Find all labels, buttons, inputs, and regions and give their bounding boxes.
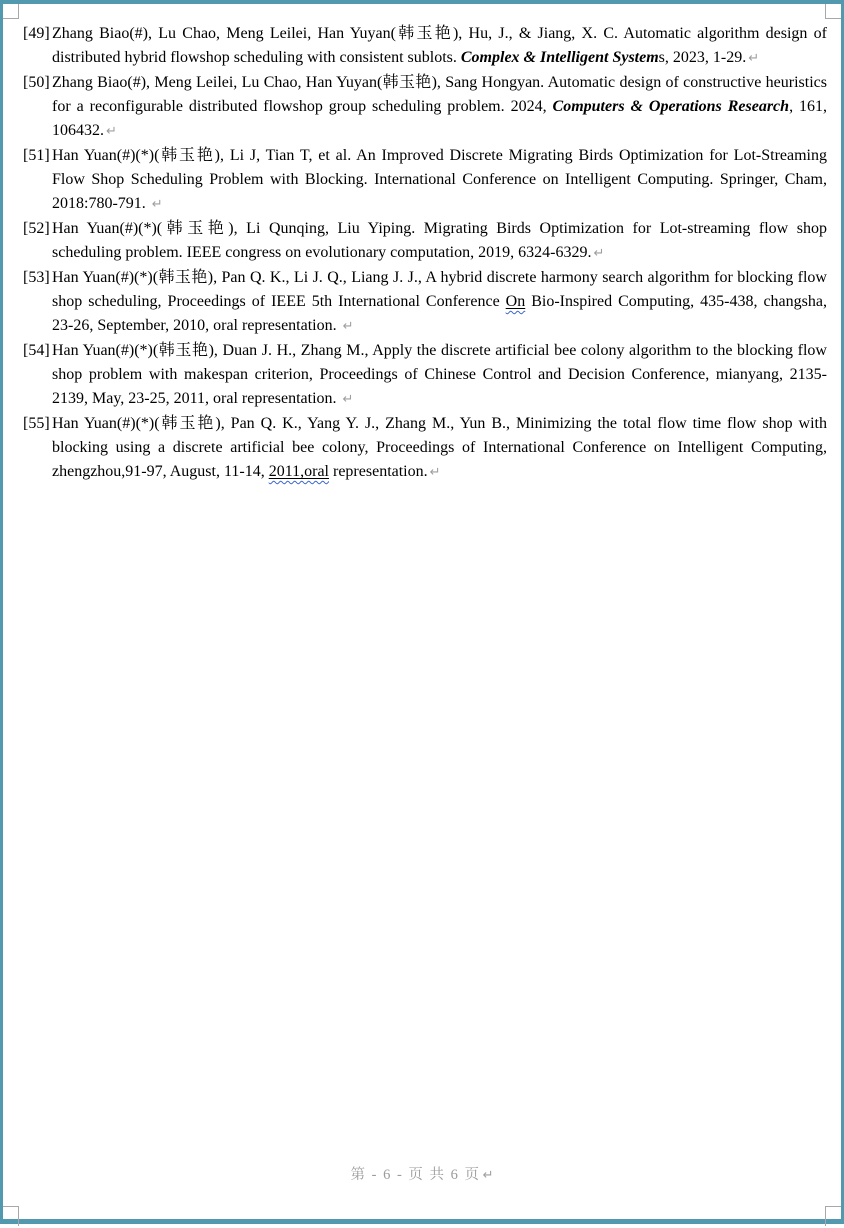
reference-text: s, 2023, 1-29. — [658, 49, 747, 66]
journal-title: Complex & Intelligent System — [460, 49, 659, 66]
reference-item[interactable] — [23, 339, 827, 412]
footer-page-number: 第 - 6 - 页 共 6 页 — [350, 1167, 481, 1183]
reference-text: Han Yuan(#)(*)(韩玉艳), Li J, Tian T, et al. An Improved Discrete Migrating Birds Optimization for Lot-Streaming Flow Shop Scheduling Problem with Blocking. International Conference on Intelligent Computing. Springer, Cham, 2018:780-791. — [52, 147, 827, 212]
reference-item[interactable] — [23, 144, 827, 217]
crop-mark-bottom-left — [3, 1206, 19, 1226]
reference-item[interactable] — [23, 217, 827, 266]
reference-item[interactable] — [23, 71, 827, 144]
underlined-text: On — [505, 293, 526, 310]
page-footer — [0, 1164, 844, 1187]
paragraph-mark: ↵ — [342, 319, 354, 334]
crop-mark-top-right — [825, 4, 841, 19]
reference-text: representation. — [329, 463, 428, 480]
reference-list[interactable] — [23, 22, 827, 485]
paragraph-mark: ↵ — [342, 392, 354, 407]
paragraph-mark: ↵ — [106, 124, 117, 139]
crop-mark-top-left — [3, 4, 19, 19]
paragraph-mark: ↵ — [429, 465, 441, 480]
spellcheck-underlined-text — [269, 463, 329, 480]
reference-text: , 161, 106432. — [52, 98, 828, 139]
reference-number: [53] — [23, 269, 50, 286]
reference-text: Han Yuan(#)(*)(韩玉艳), Li Qunqing, Liu Yiping. Migrating Birds Optimization for Lot-streaming flow shop scheduling problem. IEEE congress on evolutionary computation, 2019, 6324-6329. — [52, 220, 827, 261]
reference-item[interactable] — [23, 266, 827, 339]
reference-number: [54] — [23, 342, 50, 359]
paragraph-mark: ↵ — [748, 51, 760, 66]
reference-item[interactable] — [23, 412, 827, 485]
reference-text: Bio-Inspired Computing, 435-438, changsha, 23-26, September, 2010, oral representation. — [52, 293, 827, 334]
reference-text: Zhang Biao(#), Lu Chao, Meng Leilei, Han Yuyan(韩玉艳), Hu, J., & Jiang, X. C. Automatic algorithm design of distributed hybrid flowshop scheduling with consistent sublots. — [52, 25, 827, 66]
journal-title: Computers & Operations Research — [552, 98, 790, 115]
reference-text: Han Yuan(#)(*)(韩玉艳), Pan Q. K., Li J. Q., Liang J. J., A hybrid discrete harmony search algorithm for blocking flow shop scheduling, Proceedings of IEEE 5th International Conference — [52, 269, 827, 310]
reference-number: [55] — [23, 415, 50, 432]
crop-mark-bottom-right — [825, 1206, 841, 1226]
paragraph-mark: ↵ — [151, 197, 163, 212]
reference-number: [50] — [23, 74, 50, 91]
reference-text: Han Yuan(#)(*)(韩玉艳), Duan J. H., Zhang M., Apply the discrete artificial bee colony algorithm to the blocking flow shop problem with makespan criterion, Proceedings of Chinese Control and Decision Conference, mianyang, 2135-2139, May, 23-25, 2011, oral representation. — [52, 342, 827, 407]
reference-item[interactable] — [23, 22, 827, 71]
spellcheck-underlined-text — [506, 293, 526, 310]
reference-text: Han Yuan(#)(*)(韩玉艳), Pan Q. K., Yang Y. J., Zhang M., Yun B., Minimizing the total flow time flow shop with blocking using a discrete artificial bee colony, Proceedings of International Conference on Intelligent Computing, zhengzhou,91-97, August, 11-14, — [52, 415, 827, 480]
reference-number: [52] — [23, 220, 50, 237]
underlined-text: 2011,oral — [268, 463, 329, 480]
reference-number: [51] — [23, 147, 50, 164]
reference-number: [49] — [23, 25, 50, 42]
paragraph-mark: ↵ — [593, 246, 605, 261]
paragraph-mark: ↵ — [482, 1168, 494, 1183]
reference-text: Zhang Biao(#), Meng Leilei, Lu Chao, Han Yuyan(韩玉艳), Sang Hongyan. Automatic design of constructive heuristics for a reconfigurable distributed flowshop group scheduling problem. 2024, — [52, 74, 827, 115]
